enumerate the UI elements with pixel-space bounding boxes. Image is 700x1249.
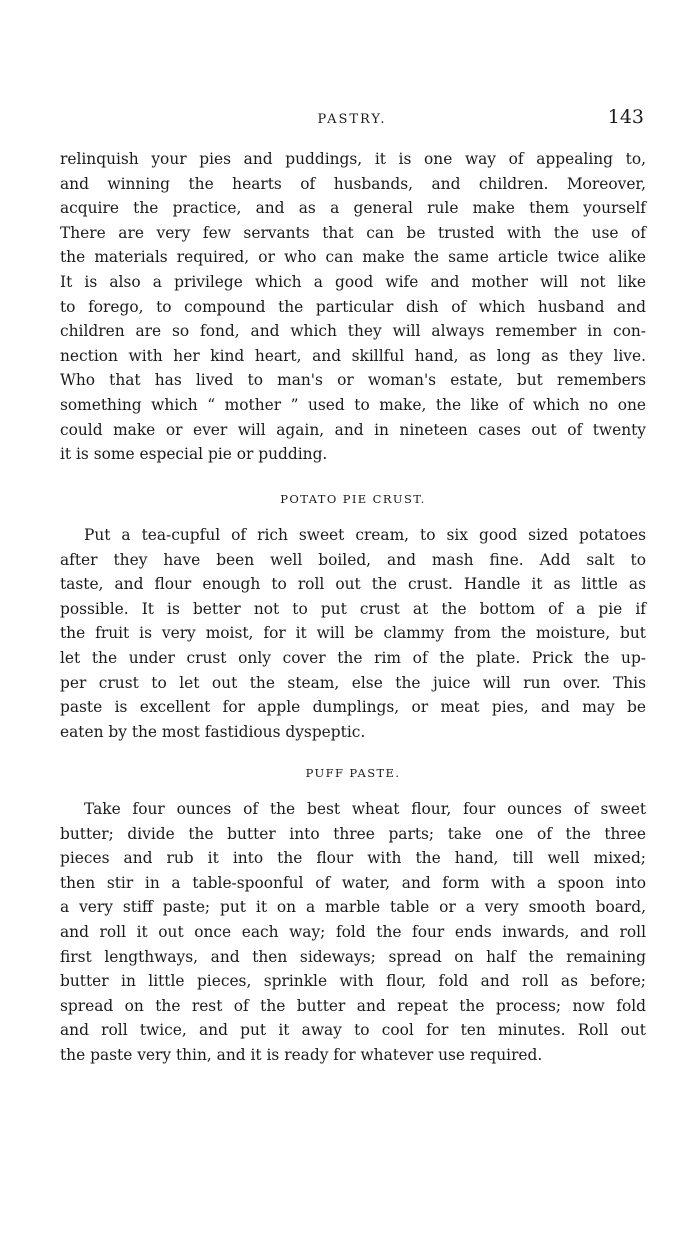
text-line: and winning the hearts of husbands, and children. Moreover, [60, 174, 646, 193]
text-line: taste, and flour enough to roll out the crust. Handle it as little as [60, 575, 646, 594]
text-line: and roll twice, and put it away to cool for ten minutes. Roll out [60, 1021, 646, 1040]
text-line: Take four ounces of the best wheat flour, four ounces of sweet [84, 800, 646, 818]
text-line: eaten by the most fastidious dyspeptic. [60, 722, 366, 741]
text-line: the materials required, or who can make the same article twice alike [60, 248, 646, 267]
text-line: something which “ mother ” used to make, the like of which no one [60, 395, 646, 414]
text-line: spread on the rest of the butter and repeat the process; now fold [60, 996, 646, 1015]
intro-paragraph [60, 147, 646, 467]
text-line: let the under crust only cover the rim of the plate. Prick the up- [60, 648, 646, 667]
text-line: relinquish your pies and puddings, it is one way of appealing to, [60, 150, 646, 168]
text-line: It is also a privilege which a good wife and mother will not like [60, 272, 646, 291]
text-line: butter; divide the butter into three parts; take one of the three [60, 824, 646, 843]
potato-pie-crust-paragraph [60, 523, 646, 744]
text-line: possible. It is better not to put crust at the bottom of a pie if [60, 599, 646, 618]
text-line: Put a tea-cupful of rich sweet cream, to six good sized potatoes [84, 526, 646, 544]
text-line: then stir in a table-spoonful of water, and form with a spoon into [60, 873, 646, 892]
text-line: butter in little pieces, sprinkle with flour, fold and roll as before; [60, 972, 646, 991]
text-line: nection with her kind heart, and skillful hand, as long as they live. [60, 346, 646, 365]
text-line: and roll it out once each way; fold the four ends inwards, and roll [60, 922, 646, 941]
text-line: the fruit is very moist, for it will be clammy from the moisture, but [60, 624, 646, 643]
text-line: acquire the practice, and as a general rule make them yourself [60, 199, 646, 218]
text-line: a very stiff paste; put it on a marble table or a very smooth board, [60, 898, 646, 917]
section-heading-potato-pie-crust: POTATO PIE CRUST. [280, 492, 426, 506]
text-line: the paste very thin, and it is ready for whatever use required. [60, 1045, 543, 1064]
text-line: after they have been well boiled, and mash fine. Add salt to [60, 550, 646, 569]
text-line: Who that has lived to man's or woman's estate, but remembers [60, 371, 646, 390]
text-line: paste is excellent for apple dumplings, or meat pies, and may be [60, 698, 646, 717]
section-heading-puff-paste: PUFF PASTE. [305, 766, 401, 780]
running-head [60, 106, 644, 136]
text-line: to forego, to compound the particular dish of which husband and [60, 297, 646, 316]
text-line: could make or ever will again, and in nineteen cases out of twenty [60, 420, 646, 439]
text-line: it is some especial pie or pudding. [60, 445, 328, 464]
text-line: per crust to let out the steam, else the juice will run over. This [60, 673, 646, 692]
text-line: children are so fond, and which they will always remember in con- [60, 322, 646, 341]
page-number: 143 [607, 106, 644, 128]
text-line: pieces and rub it into the flour with the hand, till well mixed; [60, 849, 646, 868]
puff-paste-paragraph [60, 797, 646, 1068]
text-line: There are very few servants that can be trusted with the use of [60, 223, 646, 242]
running-title: PASTRY. [317, 112, 387, 127]
text-line: first lengthways, and then sideways; spread on half the remaining [60, 947, 646, 966]
